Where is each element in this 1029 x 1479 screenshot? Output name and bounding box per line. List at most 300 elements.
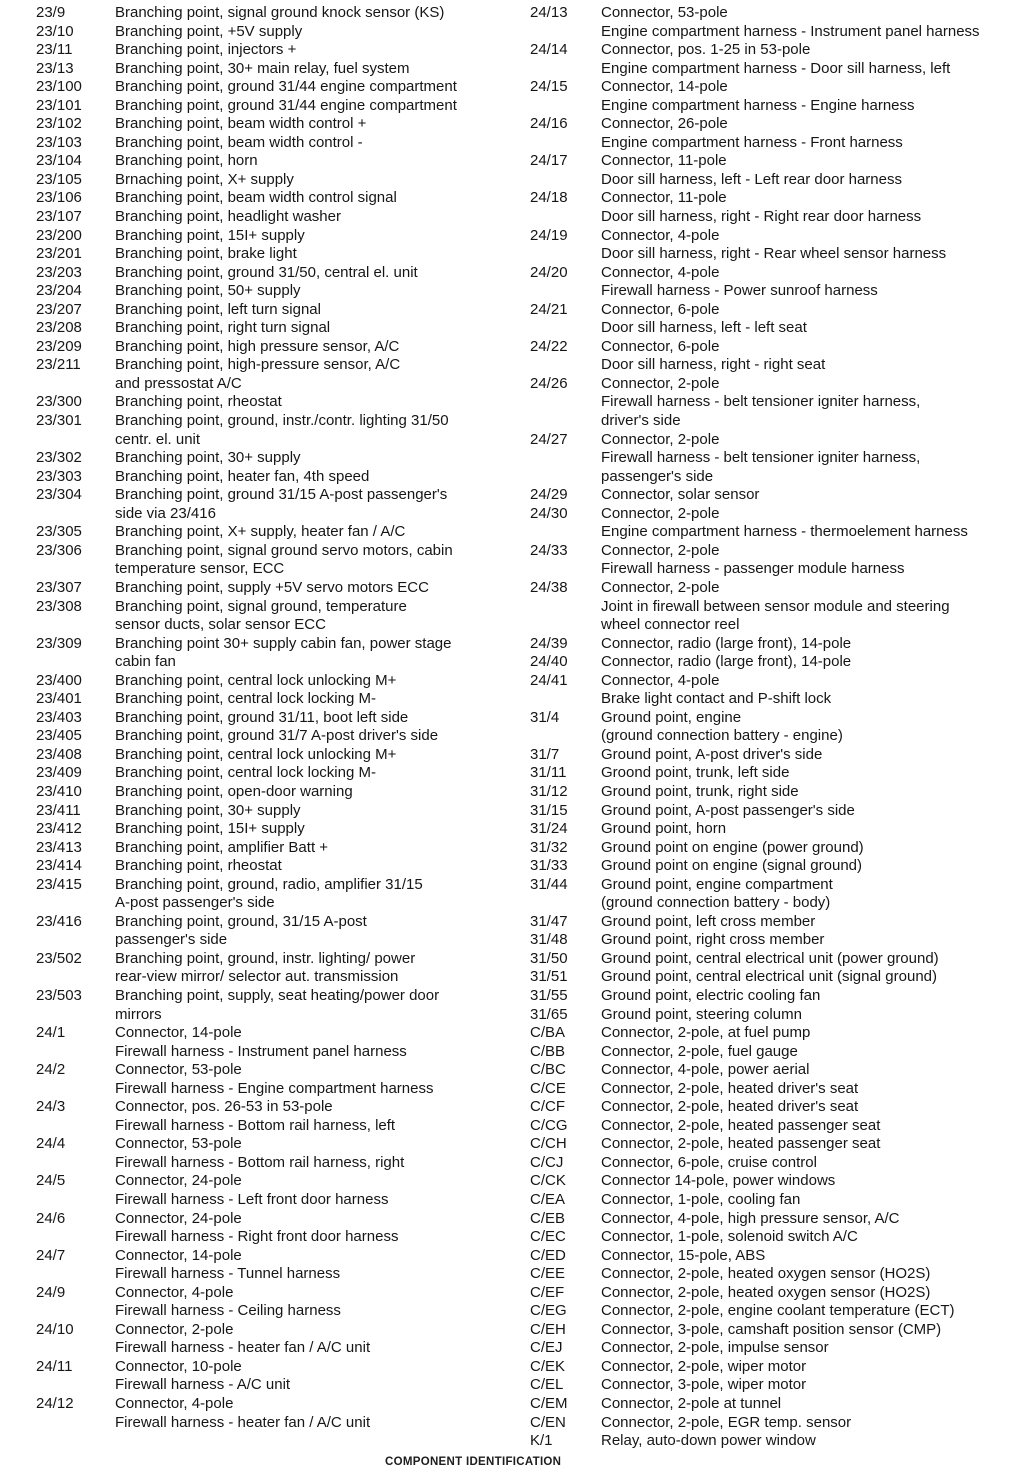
component-description-line: Branching point, central lock locking M-	[115, 690, 376, 708]
component-description-line: Ground point, engine	[601, 708, 742, 726]
component-description	[115, 97, 514, 116]
component-description-line: Engine compartment harness - thermoelement harness	[601, 523, 968, 541]
component-description	[115, 1247, 514, 1284]
component-description-line: Engine compartment harness - Door sill harness, left	[601, 59, 951, 77]
component-code: C/EC	[530, 1228, 566, 1246]
component-description-line: Connector, 6-pole	[601, 337, 720, 355]
component-description	[601, 1228, 1029, 1247]
component-description	[601, 1339, 1029, 1358]
component-description	[115, 1135, 514, 1172]
component-row	[530, 189, 1029, 226]
component-code: 24/9	[36, 1283, 66, 1301]
component-row	[530, 375, 1029, 431]
component-description	[601, 338, 1029, 375]
component-row	[530, 802, 1029, 821]
component-description	[601, 1006, 1029, 1025]
component-description-line: Branching point, right turn signal	[115, 319, 331, 337]
component-row	[530, 783, 1029, 802]
component-description-line: passenger's side	[601, 467, 714, 485]
component-code: 24/16	[530, 115, 568, 133]
component-code: 24/40	[530, 653, 568, 671]
component-description	[115, 1210, 514, 1247]
component-code: C/ED	[530, 1246, 566, 1264]
component-description-line: Branching point, left turn signal	[115, 300, 321, 318]
component-description-line: centr. el. unit	[115, 430, 201, 448]
component-row	[36, 264, 514, 283]
component-description-line: Connector, 2-pole at tunnel	[601, 1395, 782, 1413]
component-description-line: Connector, 3-pole, camshaft position sensor (CMP)	[601, 1320, 942, 1338]
component-code: 24/20	[530, 263, 568, 281]
component-description	[115, 23, 514, 42]
component-description-line: Door sill harness, left - left seat	[601, 319, 807, 337]
component-row	[36, 1247, 514, 1284]
component-description-line: Branching point, signal ground, temperature	[115, 597, 407, 615]
component-code: 24/26	[530, 374, 568, 392]
component-row	[530, 1043, 1029, 1062]
component-description-line: Branching point, 15I+ supply	[115, 820, 305, 838]
component-description	[601, 709, 1029, 746]
component-description-line: Branching point, ground 31/44 engine compartment	[115, 78, 457, 96]
component-code: 23/200	[36, 226, 82, 244]
component-description	[601, 505, 1029, 542]
component-description-line: Engine compartment harness - Instrument panel harness	[601, 22, 980, 40]
component-code: C/BA	[530, 1024, 566, 1042]
component-row	[530, 152, 1029, 189]
component-description-line: Connector, 2-pole	[115, 1320, 234, 1338]
component-description	[601, 78, 1029, 115]
component-row	[530, 227, 1029, 264]
component-description	[115, 579, 514, 598]
component-code: 23/209	[36, 337, 82, 355]
component-description-line: Connector, 2-pole, engine coolant temperature (ECT)	[601, 1302, 955, 1320]
component-description-line: Groond point, trunk, left side	[601, 764, 790, 782]
component-description-line: Connector, 1-pole, cooling fan	[601, 1191, 801, 1208]
component-description	[601, 115, 1029, 152]
component-description	[115, 913, 514, 950]
component-description	[601, 1191, 1029, 1210]
component-code: 31/50	[530, 949, 568, 967]
component-code: 24/22	[530, 337, 568, 355]
component-description-line: Connector, 53-pole	[601, 4, 728, 21]
component-row	[36, 1061, 514, 1098]
component-description-line: Connector, radio (large front), 14-pole	[601, 653, 852, 671]
component-row	[530, 301, 1029, 338]
component-description-line: Connector, 53-pole	[115, 1061, 242, 1079]
component-description-line: Connector, pos. 26-53 in 53-pole	[115, 1098, 333, 1116]
component-code: 24/4	[36, 1135, 66, 1153]
component-row	[36, 764, 514, 783]
component-description	[115, 78, 514, 97]
component-code: 24/39	[530, 634, 568, 652]
component-code: 23/401	[36, 690, 82, 708]
component-description	[601, 672, 1029, 709]
component-description	[601, 301, 1029, 338]
component-description-line: Brake light contact and P-shift lock	[601, 690, 832, 708]
component-description	[601, 542, 1029, 579]
component-code: 24/5	[36, 1172, 66, 1190]
component-row	[36, 523, 514, 542]
component-code: 23/203	[36, 263, 82, 281]
component-code: 24/27	[530, 430, 568, 448]
component-code: C/BC	[530, 1061, 566, 1079]
component-code: 31/65	[530, 1005, 568, 1023]
component-code: 23/411	[36, 801, 81, 819]
component-code: 24/2	[36, 1061, 66, 1079]
component-description-line: mirrors	[115, 1005, 162, 1023]
component-description-line: Door sill harness, left - Left rear door harness	[601, 170, 902, 188]
component-code: 23/106	[36, 189, 82, 207]
component-description-line: Connector, 11-pole	[601, 189, 727, 207]
component-description-line: Connector, 2-pole	[601, 504, 720, 522]
component-code: 23/414	[36, 857, 82, 875]
component-description-line: Firewall harness - Left front door harness	[115, 1191, 389, 1208]
component-code: 31/48	[530, 931, 568, 949]
component-description	[601, 1135, 1029, 1154]
component-code: 24/41	[530, 671, 568, 689]
component-description-line: Branching point, X+ supply, heater fan / A/C	[115, 523, 406, 541]
component-code: 24/7	[36, 1246, 66, 1264]
component-description	[115, 171, 514, 190]
component-code: 31/12	[530, 782, 568, 800]
component-row	[36, 486, 514, 523]
component-description-line: Connector, 4-pole	[601, 226, 720, 244]
component-description-line: Branching point, 30+ supply	[115, 801, 301, 819]
component-description	[601, 950, 1029, 969]
component-description-line: Branching point, 30+ main relay, fuel system	[115, 59, 410, 77]
component-code: 23/100	[36, 78, 82, 96]
component-description-line: Branching point, ground, instr. lighting/ power	[115, 949, 416, 967]
component-row	[36, 598, 514, 635]
component-description	[601, 431, 1029, 487]
component-row	[530, 1117, 1029, 1136]
component-description-line: Firewall harness - passenger module harness	[601, 560, 905, 578]
component-description	[601, 1302, 1029, 1321]
component-description	[115, 987, 514, 1024]
component-code: 23/101	[36, 96, 82, 114]
component-row	[36, 1135, 514, 1172]
component-description	[601, 635, 1029, 654]
component-description-line: Branching point, +5V supply	[115, 22, 303, 40]
component-row	[36, 282, 514, 301]
component-code: 23/306	[36, 541, 82, 559]
component-description-line: Door sill harness, right - Right rear door harness	[601, 208, 922, 226]
component-code: C/EH	[530, 1320, 566, 1338]
component-row	[36, 783, 514, 802]
component-code: C/BB	[530, 1042, 566, 1060]
component-row	[530, 968, 1029, 987]
component-description-line: Ground point on engine (power ground)	[601, 838, 864, 856]
component-description-line: Branching point, brake light	[115, 245, 297, 263]
component-code: 24/3	[36, 1098, 66, 1116]
component-description	[115, 245, 514, 264]
component-row	[530, 672, 1029, 709]
component-description-line: Connector, 3-pole, wiper motor	[601, 1376, 807, 1394]
component-code: 23/416	[36, 912, 82, 930]
component-description	[601, 1080, 1029, 1099]
component-code: 24/1	[36, 1024, 66, 1042]
component-code: 23/104	[36, 152, 82, 170]
component-row	[530, 505, 1029, 542]
component-code: 23/103	[36, 133, 82, 151]
component-description	[601, 1321, 1029, 1340]
component-row	[36, 876, 514, 913]
component-code: 23/300	[36, 393, 82, 411]
component-code: 23/303	[36, 467, 82, 485]
component-row	[530, 486, 1029, 505]
component-row	[36, 727, 514, 746]
component-description-line: Branching point, heater fan, 4th speed	[115, 467, 370, 485]
component-code: C/EA	[530, 1191, 566, 1208]
component-row	[530, 709, 1029, 746]
component-description-line: Engine compartment harness - Engine harness	[601, 96, 915, 114]
component-description	[115, 727, 514, 746]
component-description	[115, 1284, 514, 1321]
component-row	[36, 97, 514, 116]
component-description-line: Connector, 4-pole, power aerial	[601, 1061, 810, 1079]
component-description-line: Ground point, electric cooling fan	[601, 986, 821, 1004]
component-description-line: Connector, 53-pole	[115, 1135, 242, 1153]
component-description-line: Branching point, open-door warning	[115, 782, 353, 800]
component-row	[530, 820, 1029, 839]
component-description-line: passenger's side	[115, 931, 228, 949]
component-row	[530, 653, 1029, 672]
component-description	[601, 931, 1029, 950]
component-description-line: Connector, 6-pole	[601, 300, 720, 318]
component-description	[115, 60, 514, 79]
component-description	[601, 486, 1029, 505]
component-description-line: Ground point, right cross member	[601, 931, 825, 949]
component-description-line: Connector, 4-pole	[115, 1283, 234, 1301]
component-description-line: Branching point 30+ supply cabin fan, power stage	[115, 634, 452, 652]
component-description	[115, 1098, 514, 1135]
component-code: 23/102	[36, 115, 82, 133]
component-list-left-column	[36, 4, 514, 1432]
component-description-line: Ground point, engine compartment	[601, 875, 833, 893]
component-description-line: Branching point, signal ground knock sensor (KS)	[115, 4, 445, 21]
component-description-line: Branching point, ground 31/15 A-post passenger's	[115, 486, 448, 504]
component-description	[115, 1172, 514, 1209]
component-description-line: Branching point, 30+ supply	[115, 449, 301, 467]
component-description	[115, 227, 514, 246]
component-description	[601, 857, 1029, 876]
component-description-line: Firewall harness - Engine compartment harness	[115, 1079, 434, 1097]
component-row	[530, 1210, 1029, 1229]
component-code: 23/302	[36, 449, 82, 467]
component-description-line: Branching point, beam width control signal	[115, 189, 397, 207]
component-description-line: Joint in firewall between sensor module and steering	[601, 597, 950, 615]
component-description-line: rear-view mirror/ selector aut. transmission	[115, 968, 399, 986]
component-code: C/EB	[530, 1209, 566, 1227]
component-description	[601, 1265, 1029, 1284]
component-description-line: Connector, 14-pole	[601, 78, 728, 96]
component-description	[115, 876, 514, 913]
component-description-line: Branching point, rheostat	[115, 857, 282, 875]
component-row	[36, 338, 514, 357]
component-description	[115, 542, 514, 579]
component-code: 24/38	[530, 578, 568, 596]
component-description	[115, 746, 514, 765]
component-description-line: Branching point, ground 31/11, boot left side	[115, 708, 409, 726]
component-description	[601, 1154, 1029, 1173]
component-row	[530, 1247, 1029, 1266]
component-description-line: Branching point, ground, radio, amplifier 31/15	[115, 875, 423, 893]
component-code: 23/9	[36, 4, 66, 21]
component-row	[530, 839, 1029, 858]
component-row	[36, 468, 514, 487]
component-code: 23/400	[36, 671, 82, 689]
component-code: 23/403	[36, 708, 82, 726]
component-code: 31/4	[530, 708, 560, 726]
component-description-line: Branching point, high pressure sensor, A/C	[115, 337, 400, 355]
component-code: 24/14	[530, 41, 568, 59]
component-description-line: Connector, 24-pole	[115, 1209, 242, 1227]
component-description-line: Connector, solar sensor	[601, 486, 760, 504]
component-row	[530, 1154, 1029, 1173]
component-row	[530, 431, 1029, 487]
component-description-line: Connector, 10-pole	[115, 1357, 242, 1375]
component-row	[36, 115, 514, 134]
component-description	[115, 319, 514, 338]
component-row	[36, 1098, 514, 1135]
component-description	[115, 950, 514, 987]
component-description-line: Branching point, horn	[115, 152, 258, 170]
component-row	[530, 338, 1029, 375]
component-description	[115, 412, 514, 449]
component-description	[601, 1024, 1029, 1043]
component-description	[601, 152, 1029, 189]
component-description	[115, 356, 514, 393]
component-code: 31/24	[530, 820, 568, 838]
component-row	[36, 1024, 514, 1061]
component-description	[601, 1117, 1029, 1136]
component-code: C/EF	[530, 1283, 565, 1301]
component-row	[530, 857, 1029, 876]
component-code: 24/21	[530, 300, 568, 318]
component-row	[36, 227, 514, 246]
component-code: 23/207	[36, 300, 82, 318]
component-description	[601, 375, 1029, 431]
component-code: 24/18	[530, 189, 568, 207]
component-description-line: Firewall harness - Bottom rail harness, left	[115, 1116, 396, 1134]
component-description-line: Branching point, ground 31/7 A-post driver's side	[115, 727, 439, 745]
component-description	[115, 523, 514, 542]
component-description	[115, 189, 514, 208]
component-description	[115, 282, 514, 301]
component-code: 31/15	[530, 801, 568, 819]
component-code: C/CK	[530, 1172, 566, 1190]
component-row	[530, 1228, 1029, 1247]
component-description-line: Connector, 24-pole	[115, 1172, 242, 1190]
component-description-line: Branching point, amplifier Batt +	[115, 838, 329, 856]
component-row	[36, 802, 514, 821]
component-description-line: driver's side	[601, 412, 681, 430]
component-description	[601, 189, 1029, 226]
component-description-line: Branching point, 15I+ supply	[115, 226, 305, 244]
component-list-right-column	[530, 4, 1029, 1451]
component-description-line: Connector, 2-pole, EGR temp. sensor	[601, 1413, 852, 1431]
component-description	[601, 1098, 1029, 1117]
component-code: 23/13	[36, 59, 74, 77]
component-row	[36, 913, 514, 950]
component-row	[530, 264, 1029, 301]
component-description	[601, 1172, 1029, 1191]
component-code: 31/44	[530, 875, 568, 893]
component-description-line: cabin fan	[115, 653, 176, 671]
component-code: 23/405	[36, 727, 82, 745]
component-description-line: Connector, 2-pole	[601, 430, 720, 448]
component-code: 23/208	[36, 319, 82, 337]
component-code: 23/211	[36, 356, 81, 374]
component-code: C/CF	[530, 1098, 565, 1116]
component-description-line: Branching point, high-pressure sensor, A/C	[115, 356, 401, 374]
component-row	[36, 820, 514, 839]
component-row	[36, 542, 514, 579]
component-code: C/CJ	[530, 1153, 564, 1171]
component-description-line: Ground point on engine (signal ground)	[601, 857, 863, 875]
component-description	[115, 857, 514, 876]
component-description	[601, 968, 1029, 987]
component-description-line: Door sill harness, right - Rear wheel sensor harness	[601, 245, 947, 263]
component-description	[601, 1432, 1029, 1451]
component-row	[530, 542, 1029, 579]
component-row	[36, 746, 514, 765]
component-description	[601, 1210, 1029, 1229]
component-row	[530, 1376, 1029, 1395]
component-description	[115, 672, 514, 691]
component-description-line: Branching point, ground 31/44 engine compartment	[115, 96, 457, 114]
component-description-line: sensor ducts, solar sensor ECC	[115, 616, 326, 634]
component-description-line: Firewall harness - Ceiling harness	[115, 1302, 341, 1320]
component-description	[601, 1395, 1029, 1414]
component-description	[601, 227, 1029, 264]
component-description-line: Connector, 2-pole, impulse sensor	[601, 1339, 829, 1357]
component-row	[36, 1172, 514, 1209]
component-description-line: Branching point, beam width control -	[115, 133, 363, 151]
component-row	[530, 1339, 1029, 1358]
component-row	[530, 1024, 1029, 1043]
component-description-line: Connector, 26-pole	[601, 115, 728, 133]
component-description	[601, 1414, 1029, 1433]
component-description-line: Connector 14-pole, power windows	[601, 1172, 836, 1190]
component-row	[36, 1321, 514, 1358]
component-description-line: Connector, 2-pole, wiper motor	[601, 1357, 807, 1375]
component-description-line: Branching point, central lock unlocking M+	[115, 745, 397, 763]
component-description-line: Branching point, beam width control +	[115, 115, 367, 133]
component-code: 31/51	[530, 968, 568, 986]
component-row	[530, 1284, 1029, 1303]
component-description-line: Branching point, central lock unlocking M+	[115, 671, 397, 689]
component-code: 23/10	[36, 22, 74, 40]
component-description-line: Connector, 4-pole	[601, 263, 720, 281]
component-description-line: Connector, 2-pole, heated passenger seat	[601, 1116, 881, 1134]
component-row	[530, 1135, 1029, 1154]
component-code: 23/304	[36, 486, 82, 504]
component-code: 24/13	[530, 4, 568, 21]
component-code: 23/502	[36, 949, 82, 967]
component-row	[36, 171, 514, 190]
component-row	[530, 987, 1029, 1006]
component-code: 24/12	[36, 1395, 74, 1413]
component-description-line: side via 23/416	[115, 504, 216, 522]
component-code: C/EJ	[530, 1339, 563, 1357]
component-code: 24/29	[530, 486, 568, 504]
component-row	[36, 950, 514, 987]
component-description-line: Ground point, central electrical unit (power ground)	[601, 949, 939, 967]
component-row	[36, 189, 514, 208]
component-description-line: Connector, 14-pole	[115, 1024, 242, 1042]
component-row	[530, 1358, 1029, 1377]
component-description	[115, 134, 514, 153]
